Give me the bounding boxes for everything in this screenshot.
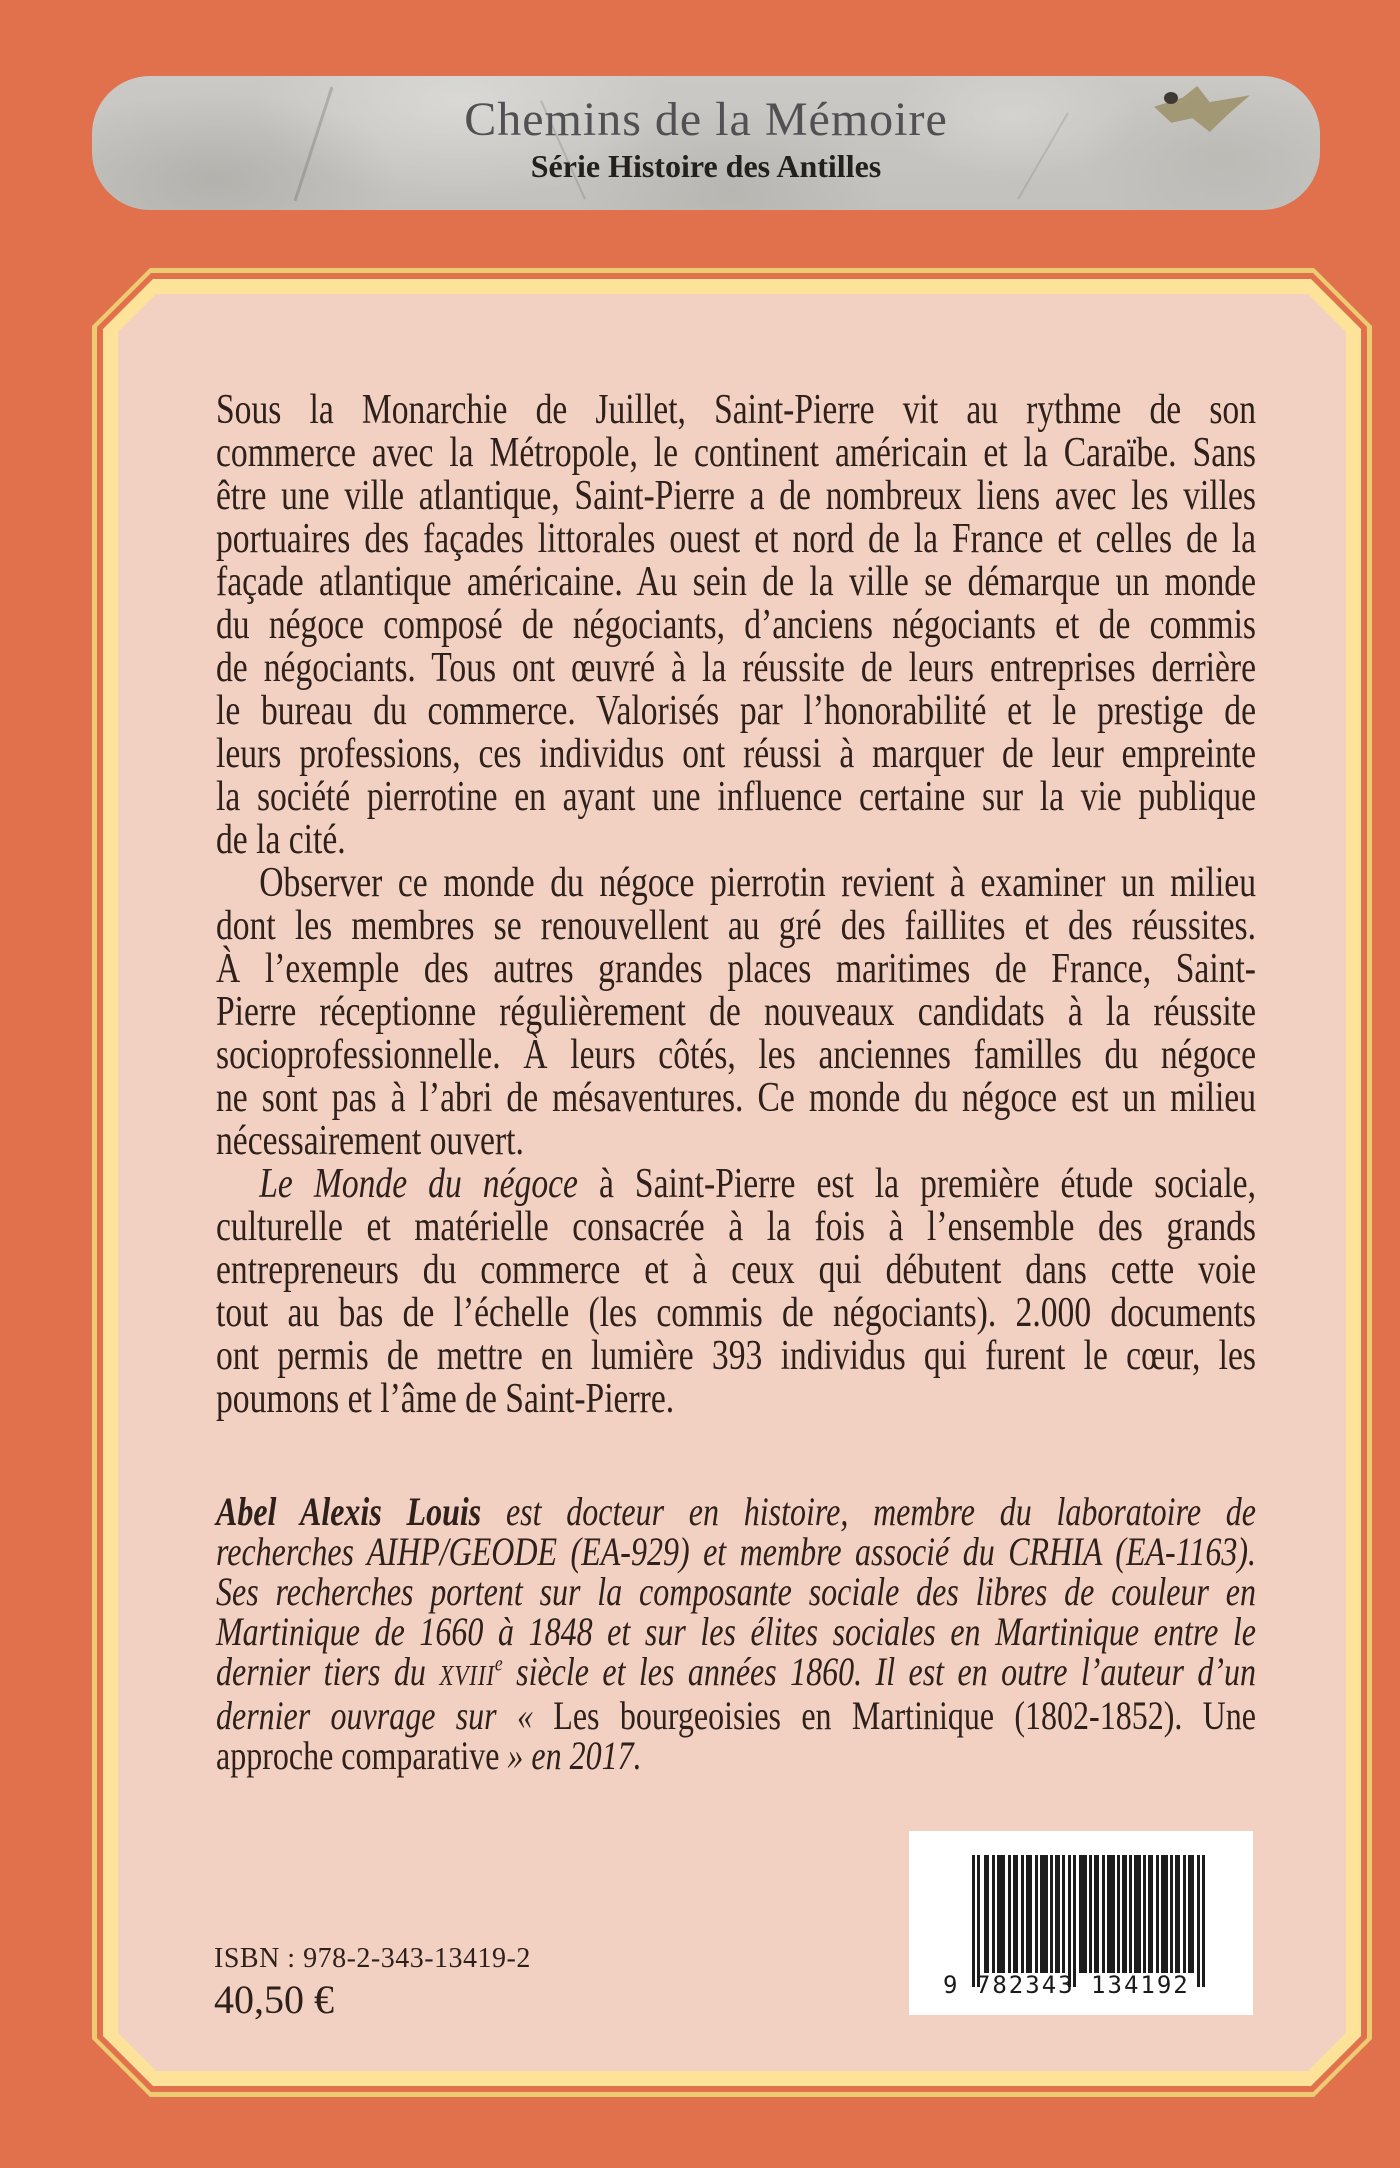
synopsis-line: de négociants. Tous ont œuvré à la réussite de leurs entreprises derrière <box>216 645 1256 691</box>
synopsis-line: leurs professions, ces individus ont réussi à marquer de leur empreinte <box>216 731 1256 777</box>
cited-work-title: Les bourgeoisies en Martinique (1802-1852). Une <box>553 1693 1256 1738</box>
synopsis-line: façade atlantique américaine. Au sein de la ville se démarque un monde <box>216 559 1256 605</box>
synopsis-line: portuaires des façades littorales ouest et nord de la France et celles de la <box>216 516 1256 562</box>
isbn-label: ISBN : 978-2-343-13419-2 <box>214 1943 531 1974</box>
synopsis-line: le bureau du commerce. Valorisés par l’honorabilité et le prestige de <box>216 688 1256 734</box>
series-banner <box>92 76 1320 210</box>
synopsis-line: culturelle et matérielle consacrée à la fois à l’ensemble des grands <box>216 1204 1256 1250</box>
bio-line <box>216 1693 1256 1738</box>
isbn-price-block <box>214 1942 531 2024</box>
bio-fragment: » en 2017. <box>507 1733 642 1778</box>
synopsis-line: Pierre réceptionne régulièrement de nouveaux candidats à la réussite <box>216 989 1256 1035</box>
synopsis-line: la société pierrotine en ayant une influence certaine sur la vie publique <box>216 774 1256 820</box>
marble-spot <box>1164 92 1178 104</box>
bio-fragment: dernier tiers du <box>216 1649 426 1694</box>
barcode-number: 9 782343 134192 <box>943 1971 1190 1999</box>
bio-line <box>216 1649 1257 1696</box>
book-title-inline: Le Monde du négoce <box>259 1161 578 1207</box>
synopsis-line: Sous la Monarchie de Juillet, Saint-Pierre vit au rythme de son <box>216 387 1256 433</box>
bio-fragment: siècle et les années 1860. Il est en outre l’auteur d’un <box>516 1649 1257 1694</box>
author-bio <box>216 1489 1257 1778</box>
bio-line <box>216 1489 1257 1534</box>
price-label: 40,50 € <box>214 1977 334 2022</box>
bio-line: recherches AIHP/GEODE (EA-929) et membre associé du CRHIA (EA-1163). <box>216 1529 1256 1574</box>
synopsis-line: dont les membres se renouvellent au gré des faillites et des réussites. <box>216 903 1256 949</box>
century-numeral: XVIII <box>439 1660 495 1692</box>
synopsis-line <box>216 1163 1256 1206</box>
synopsis-line: entrepreneurs du commerce et à ceux qui débutent dans cette voie <box>216 1247 1256 1293</box>
bio-line: Martinique de 1660 à 1848 et sur les élites sociales en Martinique entre le <box>216 1609 1256 1654</box>
synopsis-line: de la cité. <box>216 817 346 863</box>
bio-line <box>216 1733 1256 1778</box>
synopsis-line: être une ville atlantique, Saint-Pierre a de nombreux liens avec les villes <box>216 473 1256 519</box>
synopsis-line: du négoce composé de négociants, d’anciens négociants et de commis <box>216 602 1256 648</box>
synopsis-line: ont permis de mettre en lumière 393 individus qui furent le cœur, les <box>216 1333 1256 1379</box>
synopsis-line: nécessairement ouvert. <box>216 1118 524 1164</box>
synopsis-line: À l’exemple des autres grandes places maritimes de France, Saint- <box>216 946 1256 992</box>
synopsis-text <box>216 389 1256 1421</box>
bio-line: Ses recherches portent sur la composante sociale des libres de couleur en <box>216 1569 1256 1614</box>
synopsis-line: ne sont pas à l’abri de mésaventures. Ce monde du négoce est un milieu <box>216 1075 1256 1121</box>
series-subtitle: Série Histoire des Antilles <box>530 148 882 184</box>
bio-fragment: est docteur en histoire, membre du laboratoire de <box>505 1489 1257 1534</box>
barcode <box>909 1831 1253 2015</box>
synopsis-line: commerce avec la Métropole, le continent américain et la Caraïbe. Sans <box>216 430 1256 476</box>
author-name: Abel Alexis Louis <box>216 1489 482 1534</box>
cited-work-title: approche comparative <box>216 1733 500 1778</box>
synopsis-line: socioprofessionnelle. À leurs côtés, les anciennes familles du négoce <box>216 1032 1256 1078</box>
century-sup: e <box>494 1650 503 1676</box>
synopsis-line: Observer ce monde du négoce pierrotin revient à examiner un milieu <box>259 860 1256 906</box>
synopsis-line-fragment: à Saint-Pierre est la première étude sociale, <box>598 1161 1256 1207</box>
bio-fragment: dernier ouvrage sur « <box>216 1693 533 1738</box>
series-title: Chemins de la Mémoire <box>464 93 948 146</box>
synopsis-line: poumons et l’âme de Saint-Pierre. <box>216 1376 675 1422</box>
synopsis-line: tout au bas de l’échelle (les commis de négociants). 2.000 documents <box>216 1290 1256 1336</box>
